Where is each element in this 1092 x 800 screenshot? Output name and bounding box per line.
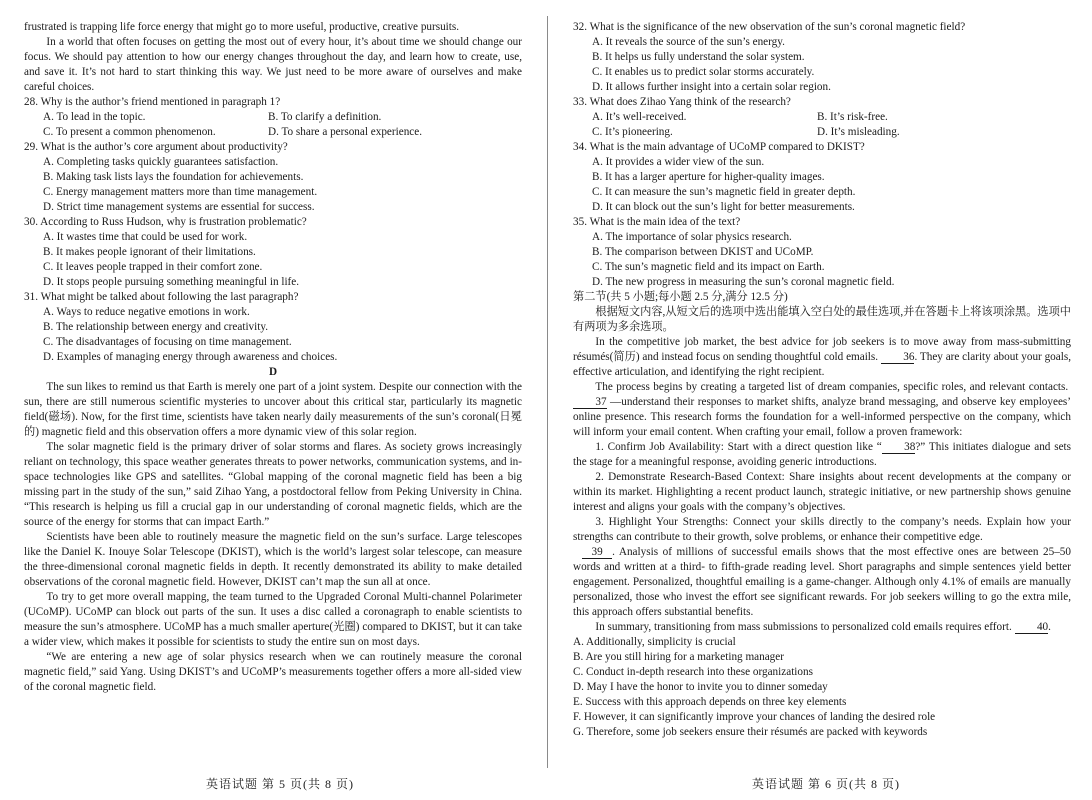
option-c: C. It’s pioneering. bbox=[592, 126, 673, 138]
question-stem: 28. Why is the author’s friend mentioned in paragraph 1? bbox=[24, 96, 281, 108]
cloze-paragraph-6 bbox=[573, 545, 1071, 620]
cloze-paragraph-2 bbox=[573, 380, 1071, 440]
choice-e: E. Success with this approach depends on three key elements bbox=[573, 696, 847, 708]
cloze-paragraph-1 bbox=[573, 335, 1071, 380]
option-a: A. To lead in the topic. bbox=[43, 111, 146, 123]
option-b: B. It helps us fully understand the solar system. bbox=[592, 51, 805, 63]
page-footer-left: 英语试题 第 5 页(共 8 页) bbox=[206, 777, 354, 791]
option-d: D. To share a personal experience. bbox=[268, 126, 423, 138]
option-b: B. It makes people ignorant of their limitations. bbox=[43, 246, 256, 258]
choice-c: C. Conduct in-depth research into these organizations bbox=[573, 666, 813, 678]
blank-40: 40 bbox=[1015, 621, 1049, 634]
question-29 bbox=[24, 140, 522, 215]
cloze-text: In summary, transitioning from mass submissions to personalized cold emails requires effort. bbox=[595, 621, 1012, 633]
option-a: A. It’s well-received. bbox=[592, 111, 687, 123]
option-d: D. The new progress in measuring the sun’s coronal magnetic field. bbox=[592, 276, 895, 288]
question-stem: 31. What might be talked about following the last paragraph? bbox=[24, 291, 299, 303]
question-35 bbox=[573, 215, 1071, 290]
option-d: D. Examples of managing energy through awareness and choices. bbox=[43, 351, 338, 363]
passage-d-paragraph-5: “We are entering a new age of solar physics research when we can routinely measure the coronal magnetic field,” said Yang. Using DKIST’s and UCoMP’s measurements together offers a more all-sided view of the coronal magnetic field. bbox=[24, 651, 522, 693]
cloze-text: 1. Confirm Job Availability: Start with a direct question like “ bbox=[595, 441, 882, 453]
cloze-text: —understand their responses to market shifts, analyze brand messaging, and observe key employees’ online presence. This research forms the foundation for a well-informed perspective on the company, which will inform your email content. When crafting your email, follow a proven framework: bbox=[573, 396, 1071, 438]
cloze-paragraph-7 bbox=[573, 620, 1071, 635]
cloze-text: The process begins by creating a targeted list of dream companies, specific roles, and relevant contacts. bbox=[595, 381, 1069, 393]
intro-tail: frustrated is trapping life force energy that might go to more useful, productive, creative pursuits. bbox=[24, 21, 460, 33]
cloze-text: . bbox=[1048, 621, 1051, 633]
question-31 bbox=[24, 290, 522, 365]
question-32 bbox=[573, 20, 1071, 95]
option-a: A. It wastes time that could be used for work. bbox=[43, 231, 248, 243]
question-stem: 33. What does Zihao Yang think of the research? bbox=[573, 96, 791, 108]
choice-g: G. Therefore, some job seekers ensure their résumés are packed with keywords bbox=[573, 726, 928, 738]
intro-paragraph: In a world that often focuses on getting the most out of every hour, it’s about time we should change our focus. We should pay attention to how our energy changes throughout the day, and learn how to create, use, and save it. It’s not hard to start thinking this way. We just need to be more aware of ourselves and make careful choices. bbox=[24, 36, 522, 93]
option-c: C. It can measure the sun’s magnetic field in greater depth. bbox=[592, 186, 856, 198]
option-d: D. It allows further insight into a certain solar region. bbox=[592, 81, 831, 93]
option-b: B. Making task lists lays the foundation for achievements. bbox=[43, 171, 304, 183]
option-c: C. To present a common phenomenon. bbox=[43, 126, 216, 138]
question-stem: 30. According to Russ Hudson, why is frustration problematic? bbox=[24, 216, 307, 228]
passage-d-paragraph-1: The sun likes to remind us that Earth is merely one part of a joint system. Despite our connection with the sun, there are still numerous scientific mysteries to uncover about this critical star, particularly its magnetic field(磁场). Now, for the first time, scientists have taken nearly daily measurements of the sun’s coronal(日冕的) magnetic field and this observation offers a more dynamic view of this solar region. bbox=[24, 381, 522, 438]
page-footer-right: 英语试题 第 6 页(共 8 页) bbox=[752, 777, 900, 791]
question-stem: 29. What is the author’s core argument about productivity? bbox=[24, 141, 288, 153]
section-2-title: 第二节(共 5 小题;每小题 2.5 分,满分 12.5 分) bbox=[573, 291, 788, 303]
passage-d-paragraph-4: To try to get more overall mapping, the team turned to the Upgraded Coronal Multi-channel Polarimeter (UCoMP). UCoMP can block out parts of the sun. It uses a disc called a coronagraph to enable scientists to measure the sun’s atmosphere. UCoMP has a much smaller aperture(光圈) compared to DKIST, but it can take a wider view, which makes it possible for scientists to study the entire sun on most days. bbox=[24, 591, 522, 648]
cloze-text: In the competitive job market, the best advice for job seekers is to move away from mass-submitting résumés(简历) and instead focus on sending thoughtful cold emails. bbox=[573, 336, 1071, 363]
cloze-paragraph-5: 3. Highlight Your Strengths: Connect your skills directly to the company’s needs. Explain how your strengths can contribute to their growth, solve problems, or enhance their competitive edge. bbox=[573, 516, 1071, 543]
blank-38: 38 bbox=[882, 441, 916, 454]
question-stem: 35. What is the main idea of the text? bbox=[573, 216, 741, 228]
option-c: C. It leaves people trapped in their comfort zone. bbox=[43, 261, 263, 273]
cloze-text: ?” This initiates dialogue and sets the stage for a meaningful response, avoiding generic introductions. bbox=[573, 441, 1072, 468]
option-c: C. The sun’s magnetic field and its impact on Earth. bbox=[592, 261, 825, 273]
option-c: C. Energy management matters more than time management. bbox=[43, 186, 318, 198]
column-divider bbox=[547, 16, 548, 768]
blank-36: 36 bbox=[881, 351, 915, 364]
option-d: D. It can block out the sun’s light for better measurements. bbox=[592, 201, 855, 213]
question-stem: 32. What is the significance of the new observation of the sun’s coronal magnetic field? bbox=[573, 21, 966, 33]
blank-37: 37 bbox=[573, 396, 607, 409]
option-a: A. It reveals the source of the sun’s energy. bbox=[592, 36, 785, 48]
option-c: C. The disadvantages of focusing on time management. bbox=[43, 336, 292, 348]
option-a: A. The importance of solar physics research. bbox=[592, 231, 792, 243]
right-column bbox=[573, 20, 1071, 740]
option-b: B. The comparison between DKIST and UCoMP. bbox=[592, 246, 814, 258]
option-d: D. It stops people pursuing something meaningful in life. bbox=[43, 276, 300, 288]
left-column bbox=[24, 20, 522, 695]
cloze-paragraph-4: 2. Demonstrate Research-Based Context: Share insights about recent developments at the company or within its market. Highlighting a recent product launch, strategic initiative, or new partnership shows genuine interest and aligns your goals with the company’s objectives. bbox=[573, 471, 1071, 513]
option-d: D. Strict time management systems are essential for success. bbox=[43, 201, 315, 213]
option-a: A. Ways to reduce negative emotions in work. bbox=[43, 306, 250, 318]
choice-b: B. Are you still hiring for a marketing manager bbox=[573, 651, 784, 663]
option-b: B. The relationship between energy and creativity. bbox=[43, 321, 269, 333]
question-30 bbox=[24, 215, 522, 290]
question-33 bbox=[573, 95, 1071, 140]
choice-a: A. Additionally, simplicity is crucial bbox=[573, 636, 736, 648]
choice-f: F. However, it can significantly improve your chances of landing the desired role bbox=[573, 711, 936, 723]
option-b: B. To clarify a definition. bbox=[268, 111, 382, 123]
section-2-instructions: 根据短文内容,从短文后的选项中选出能填入空白处的最佳选项,并在答题卡上将该项涂黑。选项中有两项为多余选项。 bbox=[573, 306, 1071, 333]
question-28 bbox=[24, 95, 522, 140]
answer-choices bbox=[573, 635, 1071, 740]
cloze-text: . They are clarity about your goals, effective articulation, and identifying the right recipient. bbox=[573, 351, 1071, 378]
cloze-paragraph-3 bbox=[573, 440, 1071, 470]
option-d: D. It’s misleading. bbox=[817, 126, 900, 138]
option-a: A. It provides a wider view of the sun. bbox=[592, 156, 765, 168]
option-b: B. It’s risk-free. bbox=[817, 111, 888, 123]
option-a: A. Completing tasks quickly guarantees satisfaction. bbox=[43, 156, 279, 168]
passage-d-heading: D bbox=[268, 366, 278, 378]
option-c: C. It enables us to predict solar storms accurately. bbox=[592, 66, 815, 78]
choice-d: D. May I have the honor to invite you to dinner someday bbox=[573, 681, 828, 693]
cloze-text: . Analysis of millions of successful emails shows that the most effective ones are between 25–50 words and written at a third- to fifth-grade reading level. Short paragraphs and simple sentences yield better engagement. Personalized, thoughtful emailing is a game-changer. Although only 4.1% of emails are manually personalized, those who invest the effort see significant rewards. For job seekers willing to go the extra mile, this approach offers substantial benefits. bbox=[573, 546, 1071, 618]
question-34 bbox=[573, 140, 1071, 215]
passage-d-paragraph-3: Scientists have been able to routinely measure the magnetic field on the sun’s surface. Large telescopes like the Daniel K. Inouye Solar Telescope (DKIST), which is the world’s largest solar telescope, can measure the three-dimensional coronal magnetic fields in depth. It recently demonstrated its ability to make detailed observations of the coronal magnetic field. However, DKIST can’t map the sun all at once. bbox=[24, 531, 522, 588]
blank-39: 39 bbox=[582, 546, 612, 559]
question-stem: 34. What is the main advantage of UCoMP compared to DKIST? bbox=[573, 141, 865, 153]
passage-d-paragraph-2: The solar magnetic field is the primary driver of solar storms and flares. As society grows increasingly reliant on technology, this space weather generates threats to power networks, communication systems, and in-space technologies like GPS and satellites. “Global mapping of the coronal magnetic field has been a big missing part in the study of the sun,” said Zihao Yang, a postdoctoral fellow from Peking University in China. “This research is helping us fill a crucial gap in our understanding of coronal magnetic fields, which are the source of the energy for storms that can impact Earth.” bbox=[24, 441, 522, 528]
option-b: B. It has a larger aperture for higher-quality images. bbox=[592, 171, 825, 183]
